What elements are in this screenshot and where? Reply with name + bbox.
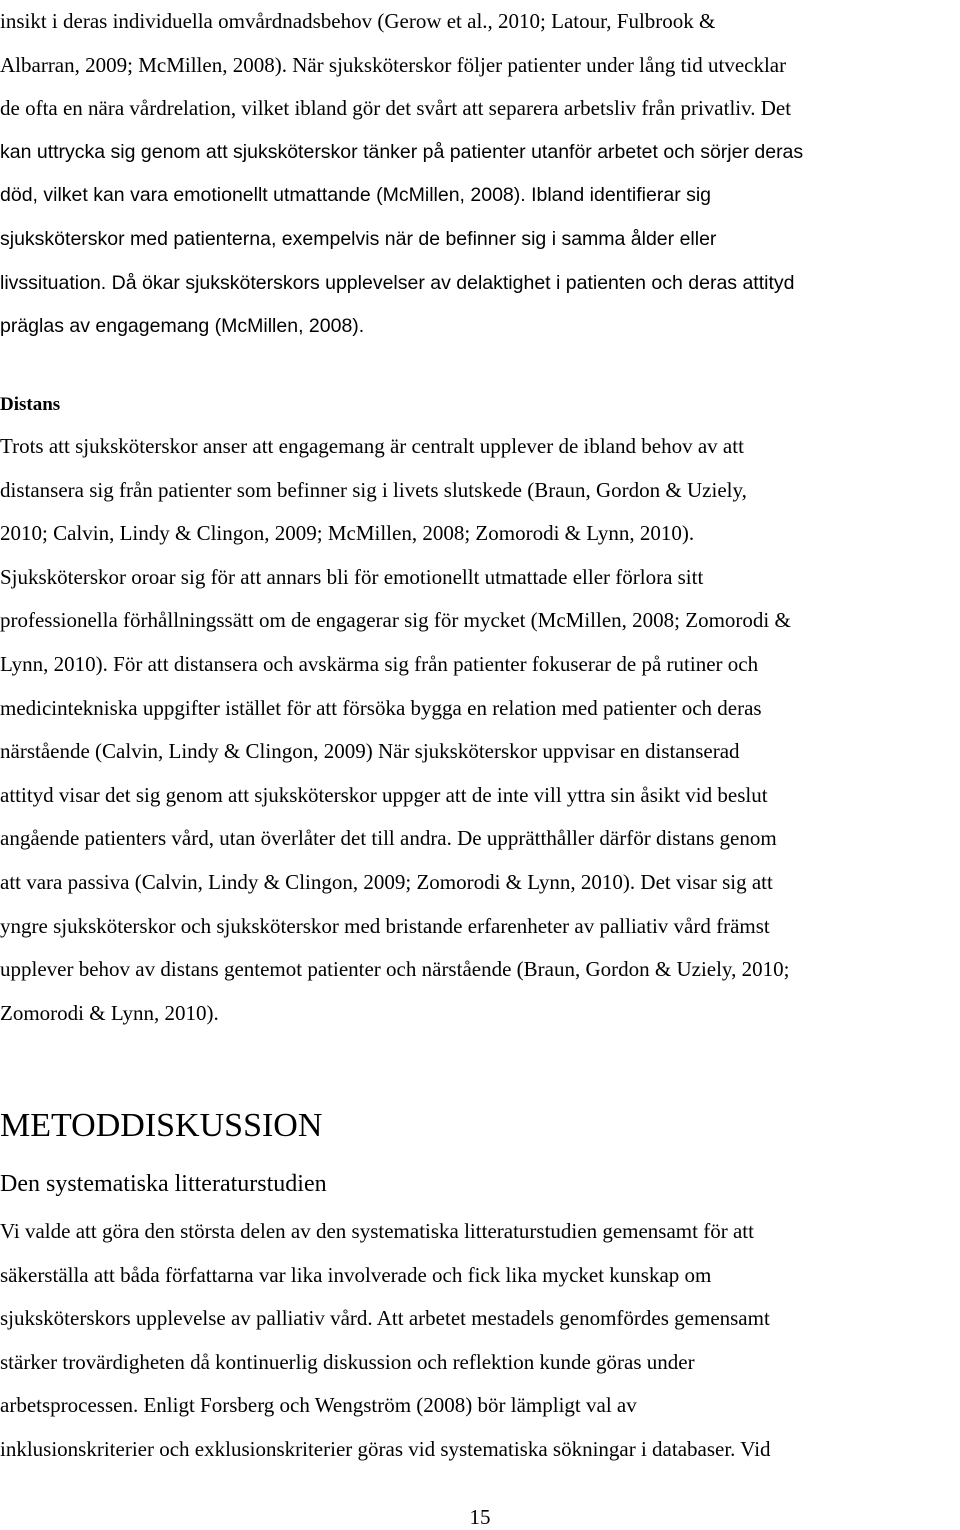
subsection-heading: Den systematiska litteraturstudien bbox=[0, 1171, 327, 1197]
text-line: säkerställa att båda författarna var lika involverade och fick lika mycket kunskap om bbox=[0, 1262, 712, 1287]
paragraph-metod bbox=[0, 1210, 960, 1472]
text-line: närstående (Calvin, Lindy & Clingon, 2009) När sjuksköterskor uppvisar en distanserad bbox=[0, 739, 740, 764]
text-line: upplever behov av distans gentemot patienter och närstående (Braun, Gordon & Uziely, 2010; bbox=[0, 957, 790, 982]
text-line: sjuksköterskor med patienterna, exempelvis när de befinner sig i samma ålder eller bbox=[0, 227, 717, 250]
text-line: kan uttrycka sig genom att sjuksköterskor tänker på patienter utanför arbetet och sörjer deras bbox=[0, 140, 804, 163]
paragraph-distans bbox=[0, 425, 960, 1035]
text-line: stärker trovärdigheten då kontinuerlig diskussion och reflektion kunde göras under bbox=[0, 1349, 695, 1374]
text-line: Zomorodi & Lynn, 2010). bbox=[0, 1000, 219, 1025]
text-line: död, vilket kan vara emotionellt utmattande (McMillen, 2008). Ibland identifierar sig bbox=[0, 184, 712, 207]
text-line: livssituation. Då ökar sjuksköterskors upplevelser av delaktighet i patienten och deras attityd bbox=[0, 271, 795, 294]
text-line: Albarran, 2009; McMillen, 2008). När sjuksköterskor följer patienter under lång tid utvecklar bbox=[0, 52, 787, 77]
text-line: Trots att sjuksköterskor anser att engagemang är centralt upplever de ibland behov av att bbox=[0, 434, 744, 458]
text-line: angående patienters vård, utan överlåter det till andra. De upprätthåller därför distans genom bbox=[0, 826, 777, 851]
text-line: de ofta en nära vårdrelation, vilket ibland gör det svårt att separera arbetsliv från privatliv. Det bbox=[0, 96, 792, 121]
text-line: präglas av engagemang (McMillen, 2008). bbox=[0, 315, 365, 338]
page-number: 15 bbox=[469, 1505, 491, 1529]
paragraph-intro bbox=[0, 0, 960, 349]
text-line: sjuksköterskors upplevelse av palliativ vård. Att arbetet mestadels genomfördes gemensamt bbox=[0, 1306, 770, 1331]
text-line: medicintekniska uppgifter istället för att försöka bygga en relation med patienter och deras bbox=[0, 695, 762, 720]
text-line: att vara passiva (Calvin, Lindy & Clingon, 2009; Zomorodi & Lynn, 2010). Det visar sig att bbox=[0, 869, 773, 894]
section-heading-metoddiskussion: METODDISKUSSION bbox=[0, 1107, 323, 1144]
text-line: 2010; Calvin, Lindy & Clingon, 2009; McMillen, 2008; Zomorodi & Lynn, 2010). bbox=[0, 521, 695, 546]
text-line: Sjuksköterskor oroar sig för att annars bli för emotionellt utmattade eller förlora sitt bbox=[0, 564, 704, 589]
text-line: professionella förhållningssätt om de engagerar sig för mycket (McMillen, 2008; Zomorodi & bbox=[0, 608, 791, 633]
text-line: yngre sjuksköterskor och sjuksköterskor med bristande erfarenheter av palliativ vård främst bbox=[0, 913, 770, 938]
text-line: attityd visar det sig genom att sjuksköterskor uppger att de inte vill yttra sin åsikt vid beslut bbox=[0, 782, 768, 807]
text-line: Vi valde att göra den största delen av den systematiska litteraturstudien gemensamt för att bbox=[0, 1219, 754, 1243]
text-line: insikt i deras individuella omvårdnadsbehov (Gerow et al., 2010; Latour, Fulbrook & bbox=[0, 9, 716, 33]
section-heading-distans: Distans bbox=[0, 394, 61, 415]
text-line: Lynn, 2010). För att distansera och avskärma sig från patienter fokuserar de på rutiner och bbox=[0, 651, 759, 676]
text-line: inklusionskriterier och exklusionskriterier göras vid systematiska sökningar i databaser. Vid bbox=[0, 1436, 771, 1461]
text-line: arbetsprocessen. Enligt Forsberg och Wengström (2008) bör lämpligt val av bbox=[0, 1393, 637, 1418]
text-line: distansera sig från patienter som befinner sig i livets slutskede (Braun, Gordon & Uziely, bbox=[0, 477, 747, 502]
